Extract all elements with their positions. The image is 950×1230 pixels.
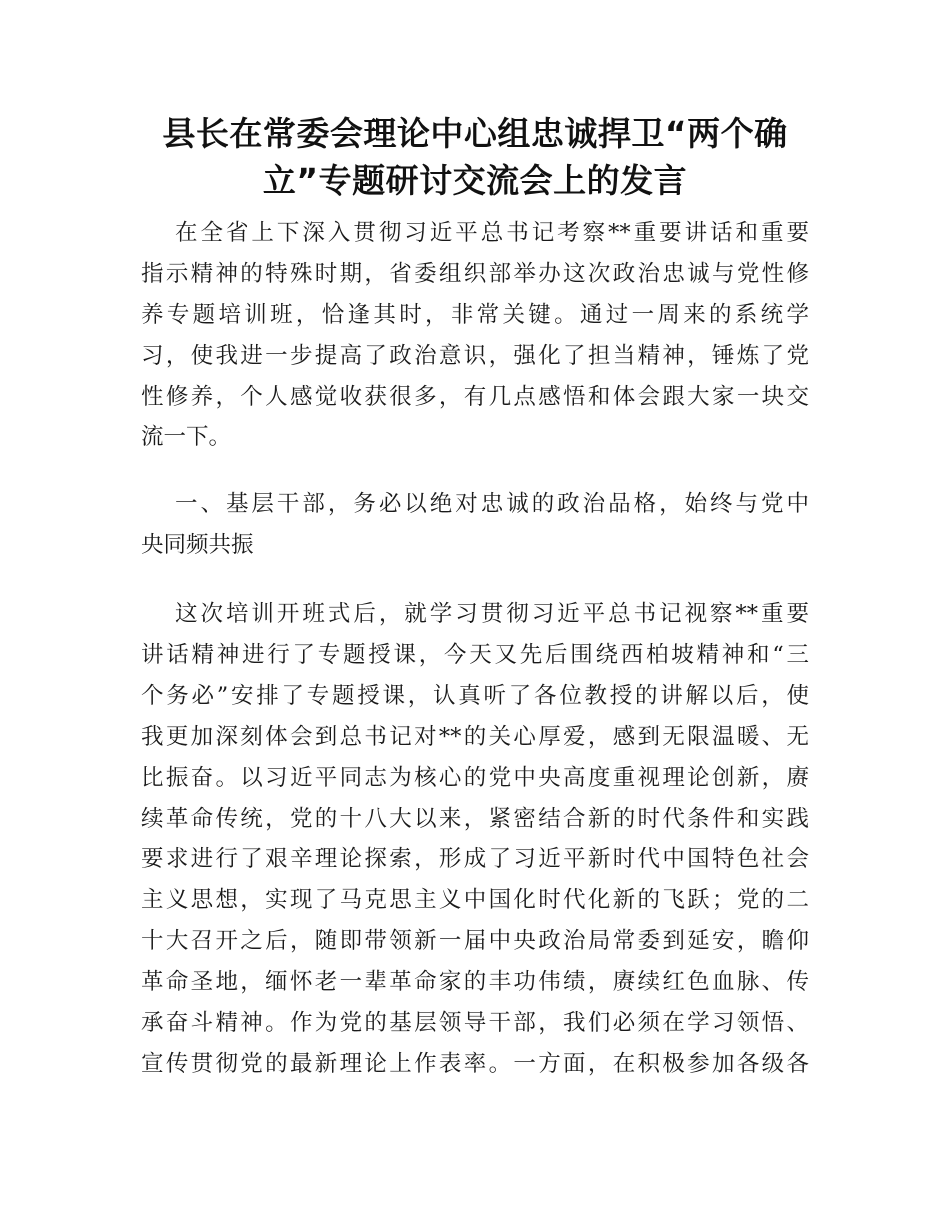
section-heading (141, 484, 809, 566)
text-line: 在全省上下深入贯彻习近平总书记考察**重要讲话和重要 (175, 220, 809, 246)
text-line: 续革命传统，党的十八大以来，紧密结合新的时代条件和实践 (141, 805, 809, 832)
text-line: 流一下。 (141, 424, 232, 451)
text-line: 要求进行了艰辛理论探索，形成了习近平新时代中国特色社会 (141, 846, 809, 873)
text-line: 比振奋。以习近平同志为核心的党中央高度重视理论创新，赓 (141, 764, 809, 791)
text-line: 养专题培训班，恰逢其时，非常关键。通过一周来的系统学 (141, 301, 809, 328)
text-line: 我更加深刻体会到总书记对**的关心厚爱，感到无限温暖、无 (141, 723, 809, 750)
text-line: 承奋斗精神。作为党的基层领导干部，我们必须在学习领悟、 (141, 1010, 809, 1037)
heading-line: 央同频共振 (141, 532, 254, 559)
text-line: 指示精神的特殊时期，省委组织部举办这次政治忠诚与党性修 (141, 260, 809, 287)
title-line: 县长在常委会理论中心组忠诚捍卫“两个确 (162, 114, 788, 153)
heading-line: 一、基层干部，务必以绝对忠诚的政治品格，始终与党中 (175, 491, 809, 518)
text-line: 个务必”安排了专题授课，认真听了各位教授的讲解以后，使 (141, 682, 809, 709)
text-line: 讲话精神进行了专题授课，今天又先后围绕西柏坡精神和“三 (141, 642, 809, 669)
text-line: 性修养，个人感觉收获很多，有几点感悟和体会跟大家一块交 (141, 383, 809, 410)
intro-paragraph (141, 213, 809, 458)
text-line: 这次培训开班式后，就学习贯彻习近平总书记视察**重要 (175, 601, 809, 628)
title-line: 立”专题研讨交流会上的发言 (262, 161, 688, 200)
document-body (141, 213, 809, 1085)
text-line: 宣传贯彻党的最新理论上作表率。一方面，在积极参加各级各 (141, 1050, 809, 1077)
document-title (150, 110, 800, 204)
text-line: 革命圣地，缅怀老一辈革命家的丰功伟绩，赓续红色血脉、传 (141, 969, 809, 996)
text-line: 十大召开之后，随即带领新一届中央政治局常委到延安，瞻仰 (141, 928, 809, 955)
text-line: 习，使我进一步提高了政治意识，强化了担当精神，锤炼了党 (141, 342, 809, 369)
text-line: 主义思想，实现了马克思主义中国化时代化新的飞跃；党的二 (141, 887, 809, 914)
body-paragraph (141, 594, 809, 1085)
